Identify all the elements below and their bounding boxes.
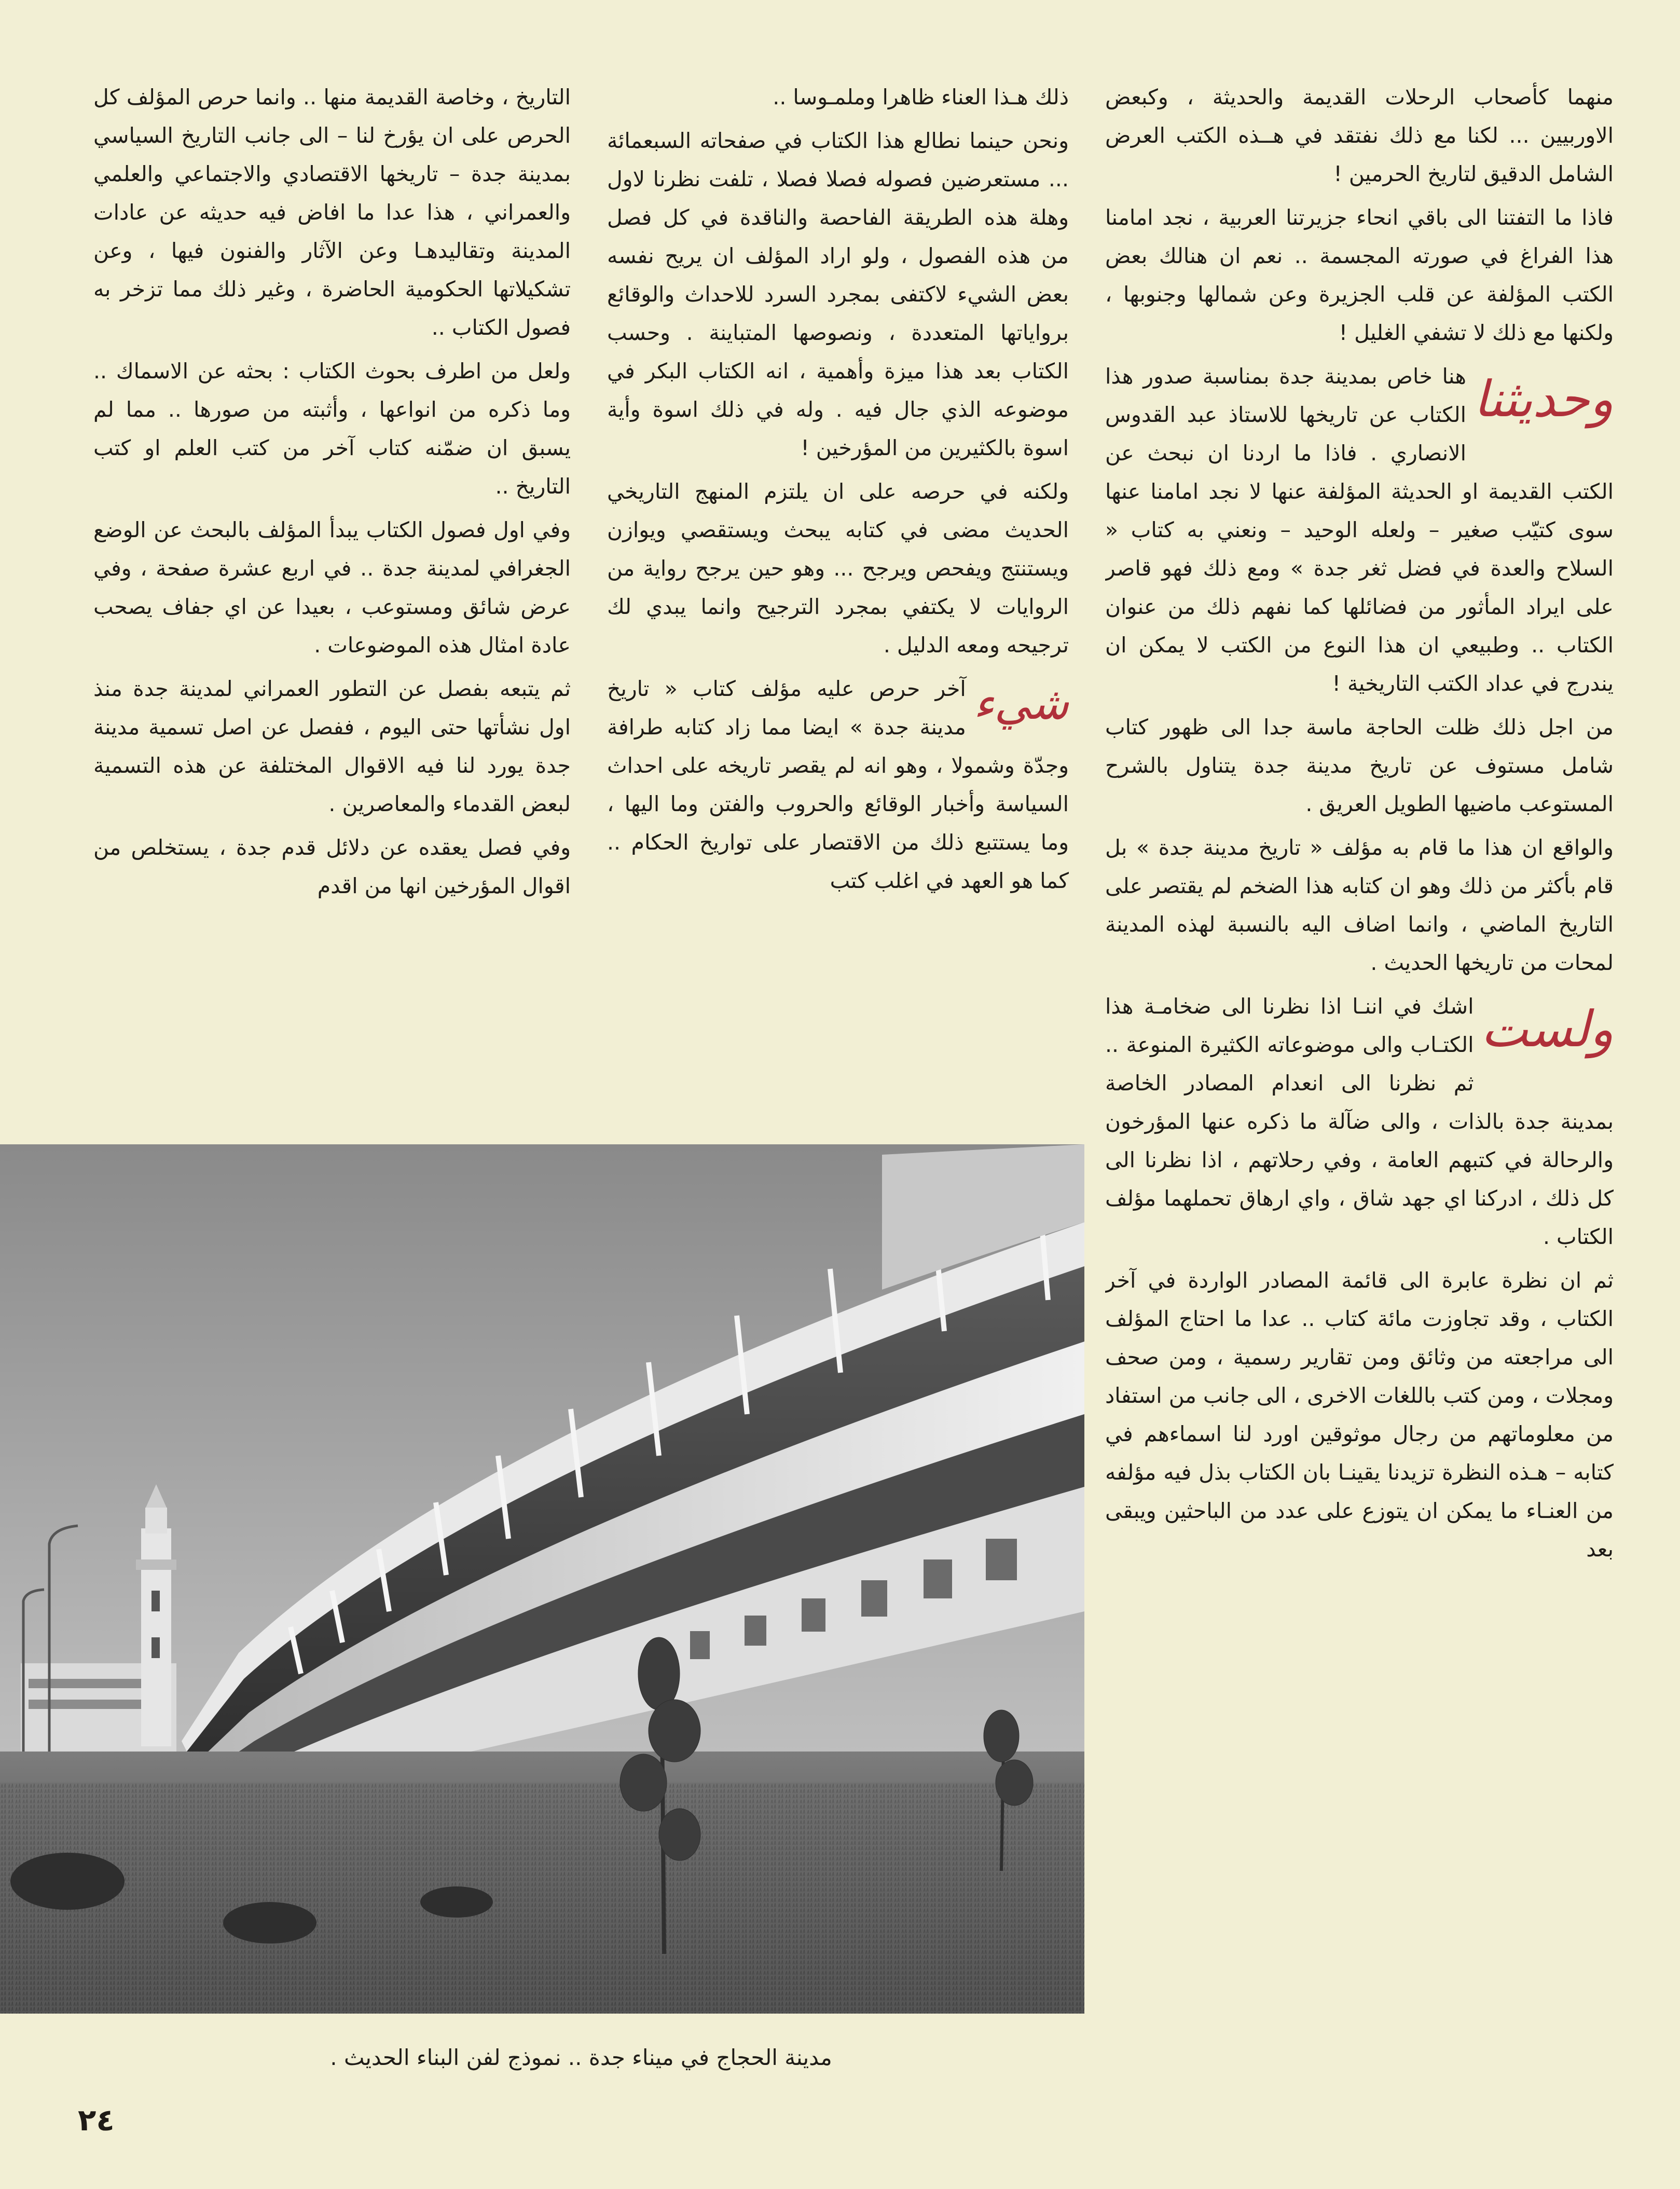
article-column-right [1105,78,1614,2143]
paragraph: ولكنه في حرصه على ان يلتزم المنهج التاريخي الحديث مضى في كتابه يبحث ويستقصي ويوازن ويستنتج ويفحص ويرجح ... وهو حين يرجح رواية من الروايات لا يكتفي بمجرد الترجيح وانما يبدي لك ترجيحه ومعه الدليل . [607,479,1069,658]
paragraph [1105,357,1614,703]
paragraph: ثم يتبعه بفصل عن التطور العمراني لمدينة جدة منذ اول نشأتها حتى اليوم ، ففصل عن اصل تسمية مدينة جدة يورد لنا فيه الاقوال المختلفة عن هذه التسمية لبعض القدماء والمعاصرين . [93,676,571,816]
paragraph: التاريخ ، وخاصة القديمة منها .. وانما حرص المؤلف كل الحرص على ان يؤرخ لنا – الى جانب التاريخ السياسي بمدينة جدة – تاريخها الاقتصادي والاجتماعي والعلمي والعمراني ، هذا عدا ما افاض فيه حديثه عن عادات المدينة وتقاليدهـا وعن الآثار والفنون فيها ، وعن تشكيلاتها الحكومية الحاضرة ، وغير ذلك مما تزخر به فصول الكتاب .. [93,85,571,340]
paragraph: وفي اول فصول الكتاب يبدأ المؤلف بالبحث عن الوضع الجغرافي لمدينة جدة .. في اربع عشرة صفحة ، وفي عرض شائق ومستوعب ، بعيدا عن اي جفاف يصحب عادة امثال هذه الموضوعات . [93,517,571,658]
paragraph-text: هنا خاص بمدينة جدة بمناسبة صدور هذا الكتاب عن تاريخها للاستاذ عبد القدوس الانصاري . فاذا ما اردنا ان نبحث عن الكتب القديمة او الحديثة المؤلفة عنها لا نجد امامنا عنها سوى كتيّب صغير – ولعله الوحيد – ونعني به كتاب « السلاح والعدة في فضل ثغر جدة » ومع ذلك فهو قاصر على ايراد المأثور من فضائلها كما نفهم ذلك من عنوان الكتاب .. وطبيعي ان هذا النوع من الكتب لا يمكن ان يندرج في عداد الكتب التاريخية ! [1105,364,1614,696]
photo-caption: مدينة الحجاج في ميناء جدة .. نموذج لفن البناء الحديث . [330,2045,832,2070]
article-column-middle [607,78,1069,1105]
paragraph: وفي فصل يعقده عن دلائل قدم جدة ، يستخلص من اقوال المؤرخين انها من اقدم [93,835,571,898]
page-number: ٢٤ [78,2102,115,2138]
paragraph-text: اشك في اننـا اذا نظرنا الى ضخامـة هذا الكتـاب والى موضوعاته الكثيرة المنوعة .. ثم نظرنا الى انعدام المصادر الخاصة بمدينة جدة بالذات ، والى ضآلة ما ذكره عنها المؤرخون والرحالة في كتبهم العامة ، وفي رحلاتهم ، اذا نظرنا الى كل ذلك ، ادركنا اي جهد شاق ، واي ارهاق تحملهما مؤلف الكتاب . [1105,994,1614,1249]
paragraph [607,669,1069,900]
decorative-drop-word: وحديثنا [1474,370,1614,428]
paragraph: فاذا ما التفتنا الى باقي انحاء جزيرتنا العربية ، نجد امامنا هذا الفراغ في صورته المجسمة .. نعم ان هنالك بعض الكتب المؤلفة عن قلب الجزيرة وعن شمالها وجنوبها ، ولكنها مع ذلك لا تشفي الغليل ! [1105,205,1614,345]
paragraph: ونحن حينما نطالع هذا الكتاب في صفحاته السبعمائة ... مستعرضين فصوله فصلا فصلا ، تلفت نظرنا لاول وهلة هذه الطريقة الفاحصة والناقدة في كل فصل من هذه الفصول ، ولو اراد المؤلف ان يريح نفسه بعض الشيء لاكتفى بمجرد السرد للاحداث والوقائع برواياتها المتعددة ، ونصوصها المتباينة . وحسب الكتاب بعد هذا ميزة وأهمية ، انه الكتاب البكر في موضوعه الذي جال فيه . وله في ذلك اسوة وأية اسوة بالكثيرين من المؤرخين ! [607,128,1069,460]
paragraph: منهما كأصحاب الرحلات القديمة والحديثة ، وكبعض الاوربيين ... لكنا مع ذلك نفتقد في هــذه الكتب العرض الشامل الدقيق لتاريخ الحرمين ! [1105,85,1614,186]
decorative-drop-word: ولست [1481,1000,1614,1058]
decorative-drop-word: شيء [973,678,1069,730]
paragraph: ولعل من اطرف بحوث الكتاب : بحثه عن الاسماك .. وما ذكره من انواعها ، وأثبته من صورها .. مما لم يسبق ان ضمّنه كتاب آخر من كتب العلم او كتب التاريخ .. [93,359,571,499]
paragraph-text: آخر حرص عليه مؤلف كتاب « تاريخ مدينة جدة » ايضا مما زاد كتابه طرافة وجدّة وشمولا ، وهو انه لم يقصر تاريخه على احداث السياسة وأخبار الوقائع والحروب والفتن وما اليها ، وما يستتبع ذلك من الاقتصار على تواريخ الحكام .. كما هو العهد في اغلب كتب [607,676,1069,893]
article-column-left [93,78,571,1105]
paragraph: ذلك هـذا العناء ظاهرا وملمـوسا .. [773,85,1069,110]
paragraph: ثم ان نظرة عابرة الى قائمة المصادر الواردة في آخر الكتاب ، وقد تجاوزت مائة كتاب .. عدا ما احتاج المؤلف الى مراجعته من وثائق ومن تقارير رسمية ، ومن صحف ومجلات ، ومن كتب باللغات الاخرى ، الى جانب من استفاد من معلوماتهم من رجال موثوقين اورد لنا اسماءهم في كتابه – هـذه النظرة تزيدنا يقينـا بان الكتاب بذل فيه مؤلفه من العنـاء ما يمكن ان يتوزع على عدد من الباحثين ويبقى بعد [1105,1268,1614,1562]
paragraph: والواقع ان هذا ما قام به مؤلف « تاريخ مدينة جدة » بل قام بأكثر من ذلك وهو ان كتابه هذا الضخم لم يقتصر على التاريخ الماضي ، وانما اضاف اليه بالنسبة لهذه المدينة لمحات من تاريخها الحديث . [1105,835,1614,975]
building-photo [0,1144,1084,2014]
paragraph [1105,987,1614,1256]
paragraph: من اجل ذلك ظلت الحاجة ماسة جدا الى ظهور كتاب شامل مستوف عن تاريخ مدينة جدة يتناول بالشرح المستوعب ماضيها الطويل العريق . [1105,715,1614,816]
